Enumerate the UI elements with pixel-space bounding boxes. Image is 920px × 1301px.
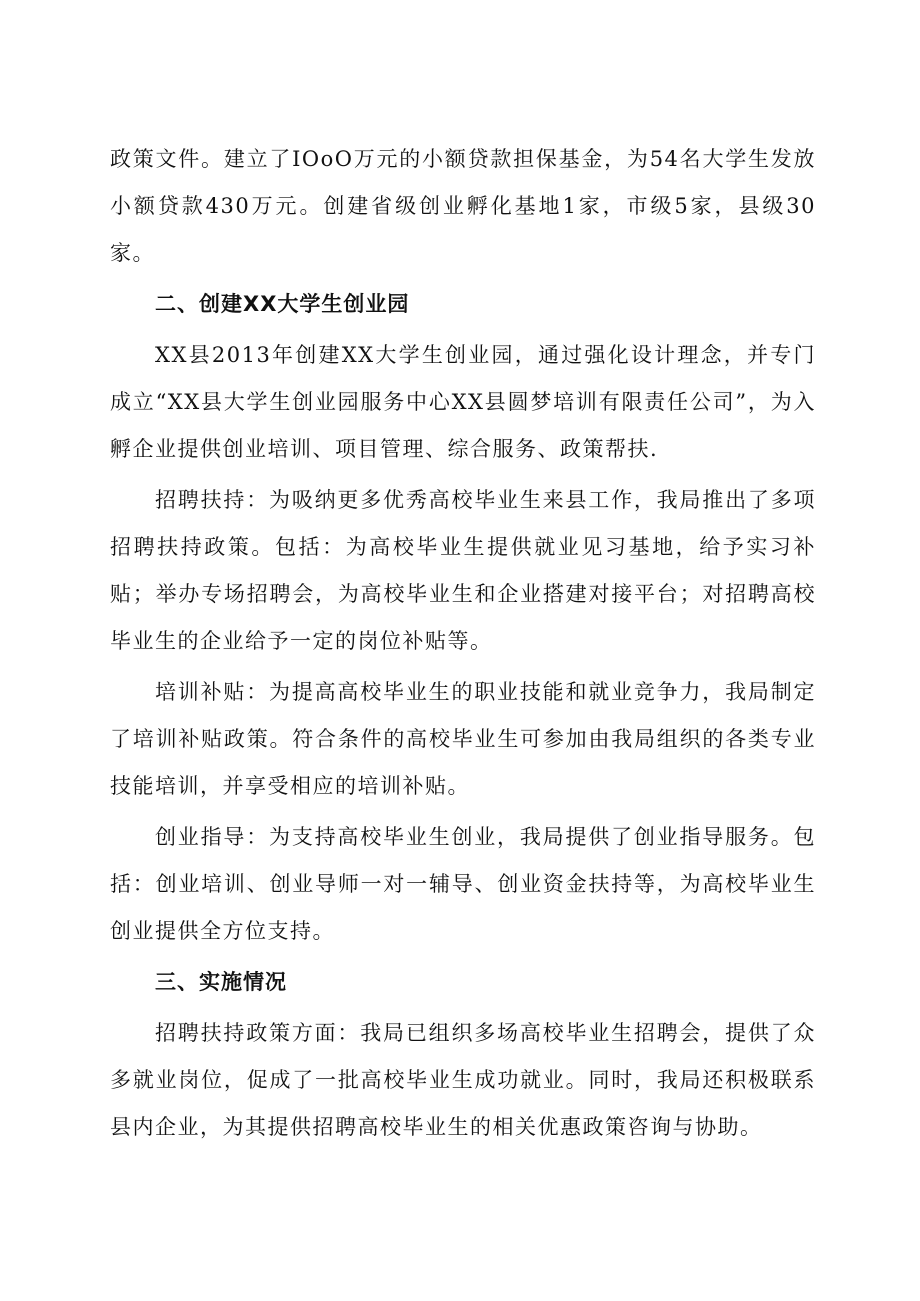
paragraph-entrepreneurship-guidance: 创业指导：为支持高校毕业生创业，我局提供了创业指导服务。包括：创业培训、创业导师一对一辅导、创业资金扶持等，为高校毕业生创业提供全方位支持。 [110, 825, 816, 943]
section-heading-2: 二、创建XX大学生创业园 [155, 292, 410, 316]
document-body [110, 136, 816, 1155]
paragraph-policy-summary: 政策文件。建立了IOoO万元的小额贷款担保基金，为54名大学生发放小额贷款430万元。创建省级创业孵化基地1家，市级5家，县级30家。 [110, 147, 816, 265]
paragraph-implementation: 招聘扶持政策方面：我局已组织多场高校毕业生招聘会，提供了众多就业岗位，促成了一批高校毕业生成功就业。同时，我局还积极联系县内企业，为其提供招聘高校毕业生的相关优惠政策咨询与协助。 [110, 1021, 816, 1139]
paragraph-incubator: XX县2013年创建XX大学生创业园，通过强化设计理念，并专门成立“XX县大学生创业园服务中心XX县圆梦培训有限责任公司”，为入孵企业提供创业培训、项目管理、综合服务、政策帮扶. [110, 343, 816, 461]
paragraph-recruitment-support: 招聘扶持：为吸纳更多优秀高校毕业生来县工作，我局推出了多项招聘扶持政策。包括：为高校毕业生提供就业见习基地，给予实习补贴；举办专场招聘会，为高校毕业生和企业搭建对接平台；对招聘高校毕业生的企业给予一定的岗位补贴等。 [110, 488, 816, 653]
section-heading-3: 三、实施情况 [155, 970, 287, 994]
paragraph-training-subsidy: 培训补贴：为提高高校毕业生的职业技能和就业竞争力，我局制定了培训补贴政策。符合条件的高校毕业生可参加由我局组织的各类专业技能培训，并享受相应的培训补贴。 [110, 680, 816, 798]
